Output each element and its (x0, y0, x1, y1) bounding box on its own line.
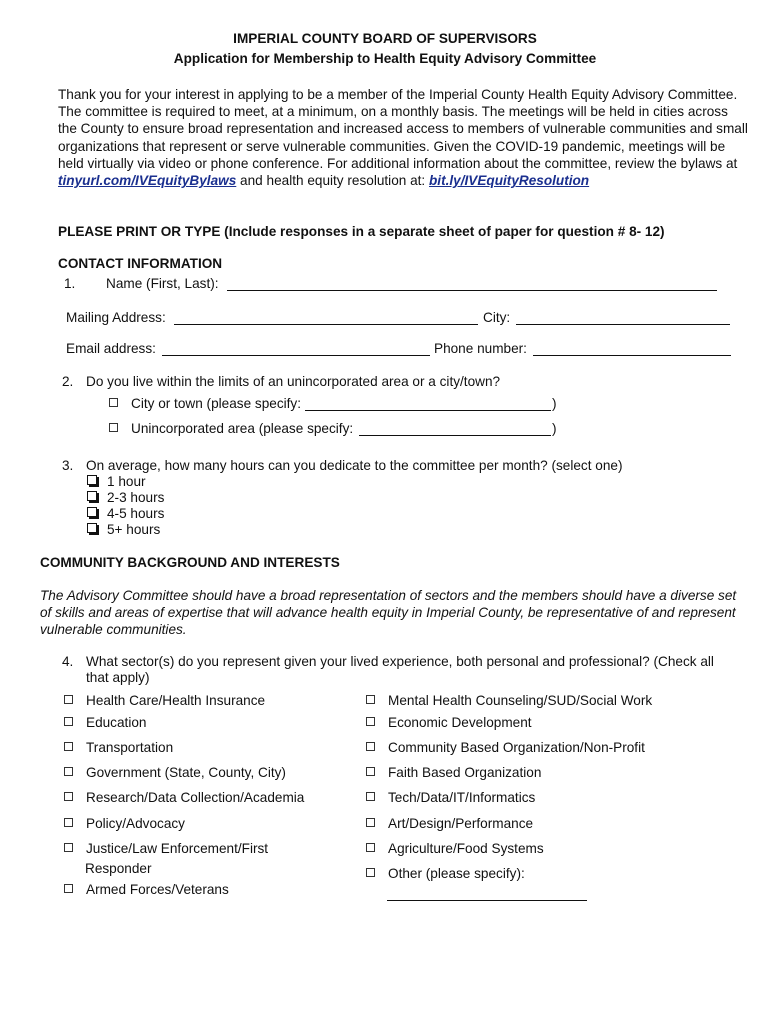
sector-label: Research/Data Collection/Academia (86, 790, 305, 805)
sector-label-continued: Responder (85, 861, 152, 876)
q3-text: On average, how many hours can you dedicate to the committee per month? (select one) (86, 458, 623, 473)
city-label: City: (483, 310, 511, 325)
intro-mid: and health equity resolution at: (236, 173, 429, 189)
sector-checkbox[interactable] (366, 843, 375, 852)
name-label: Name (First, Last): (106, 276, 219, 291)
intro-text: Thank you for your interest in applying to be a member of the Imperial County Health Equity Advisory Committee. The committee is required to meet, at a minimum, on a monthly basis. The meetings will be held in cities across the County to ensure broad representation and increased access to members of vulnerable communities and small organizations that represent or serve vulnerable communities. Given the COVID-19 pandemic, meetings will be held virtually via video or phone conference. For additional information about the committee, review the bylaws at (58, 87, 748, 171)
other-specify-field[interactable] (387, 887, 587, 901)
sector-option (64, 841, 268, 856)
sector-label: Tech/Data/IT/Informatics (388, 790, 536, 805)
sector-checkbox[interactable] (64, 792, 73, 801)
contact-heading: CONTACT INFORMATION (58, 256, 223, 271)
email-field[interactable] (162, 342, 430, 356)
community-heading: COMMUNITY BACKGROUND AND INTERESTS (40, 555, 340, 570)
print-note: PLEASE PRINT OR TYPE (Include responses in a separate sheet of paper for question # 8- 12) (58, 224, 665, 239)
q2-close-1: ) (552, 396, 557, 411)
unincorporated-specify-field[interactable] (359, 422, 551, 436)
sector-checkbox[interactable] (366, 868, 375, 877)
sector-checkbox[interactable] (64, 695, 73, 704)
q2-text: Do you live within the limits of an unincorporated area or a city/town? (86, 374, 501, 389)
sector-label: Armed Forces/Veterans (86, 882, 229, 897)
mailing-address-field[interactable] (174, 311, 478, 325)
sector-option (64, 715, 146, 730)
sector-label: Education (86, 715, 147, 730)
sector-option (366, 841, 544, 856)
sector-checkbox[interactable] (64, 717, 73, 726)
city-specify-field[interactable] (305, 397, 551, 411)
sector-checkbox[interactable] (366, 742, 375, 751)
sector-checkbox[interactable] (366, 818, 375, 827)
sector-label: Mental Health Counseling/SUD/Social Work (388, 693, 653, 708)
q2-close-2: ) (552, 421, 557, 436)
sector-option (366, 715, 532, 730)
sector-option (366, 740, 645, 755)
q2-opt2-label: Unincorporated area (please specify: (131, 421, 354, 436)
bylaws-link[interactable]: tinyurl.com/IVEquityBylaws (58, 173, 237, 189)
q4-text-line2: that apply) (86, 670, 150, 685)
q2-opt1-label: City or town (please specify: (131, 396, 301, 411)
community-statement: The Advisory Committee should have a broad representation of sectors and the members should have a diverse set of skills and areas of expertise that will advance health equity in Imperial County, be representative of and represent vulnerable communities. (40, 588, 737, 638)
sector-option (366, 693, 652, 708)
sector-option (64, 740, 173, 755)
sector-label: Health Care/Health Insurance (86, 693, 266, 708)
phone-label: Phone number: (434, 341, 527, 356)
sector-label: Community Based Organization/Non-Profit (388, 740, 645, 755)
sector-option (366, 765, 541, 780)
q4-number: 4. (62, 654, 74, 669)
sector-label: Transportation (86, 740, 174, 755)
sector-option (64, 882, 229, 897)
q2-option-city (109, 396, 301, 411)
sector-label: Other (please specify): (388, 866, 525, 881)
sector-option (64, 790, 304, 805)
sector-option (64, 765, 286, 780)
sector-checkbox[interactable] (64, 742, 73, 751)
sector-option (366, 790, 535, 805)
q4-text-line1: What sector(s) do you represent given your lived experience, both personal and professional? (Check all (86, 654, 714, 669)
sector-option (366, 866, 525, 881)
sector-checkbox[interactable] (366, 695, 375, 704)
hours-option-2 (87, 490, 164, 505)
sector-label: Policy/Advocacy (86, 816, 185, 831)
phone-field[interactable] (533, 342, 731, 356)
hours-option-3 (87, 506, 164, 521)
sector-label: Economic Development (388, 715, 532, 730)
hours-label: 1 hour (107, 474, 146, 489)
sector-label: Government (State, County, City) (86, 765, 286, 780)
unincorporated-checkbox[interactable] (109, 423, 118, 432)
sector-option (366, 816, 533, 831)
sector-checkbox[interactable] (64, 767, 73, 776)
sector-label: Agriculture/Food Systems (388, 841, 544, 856)
name-field[interactable] (227, 277, 717, 291)
city-field[interactable] (516, 311, 730, 325)
sector-checkbox[interactable] (64, 884, 73, 893)
hours-checkbox[interactable] (87, 475, 97, 485)
resolution-link[interactable]: bit.ly/IVEquityResolution (429, 173, 590, 189)
hours-option-4 (87, 522, 160, 537)
sector-checkbox[interactable] (64, 818, 73, 827)
sector-checkbox[interactable] (366, 717, 375, 726)
hours-label: 5+ hours (107, 522, 161, 537)
sector-label: Justice/Law Enforcement/First (86, 841, 269, 856)
q3-number: 3. (62, 458, 74, 473)
mailing-label: Mailing Address: (66, 310, 166, 325)
org-title: IMPERIAL COUNTY BOARD OF SUPERVISORS (233, 31, 537, 46)
intro-paragraph (58, 86, 748, 189)
city-checkbox[interactable] (109, 398, 118, 407)
hours-label: 2-3 hours (107, 490, 165, 505)
email-label: Email address: (66, 341, 156, 356)
sector-label: Art/Design/Performance (388, 816, 534, 831)
hours-label: 4-5 hours (107, 506, 165, 521)
sector-checkbox[interactable] (366, 767, 375, 776)
hours-option-1 (87, 474, 146, 489)
hours-checkbox[interactable] (87, 523, 97, 533)
sector-label: Faith Based Organization (388, 765, 542, 780)
sector-checkbox[interactable] (64, 843, 73, 852)
sector-option (64, 693, 265, 708)
sector-checkbox[interactable] (366, 792, 375, 801)
q2-number: 2. (62, 374, 74, 389)
hours-checkbox[interactable] (87, 491, 97, 501)
q1-number: 1. (64, 276, 76, 291)
hours-checkbox[interactable] (87, 507, 97, 517)
form-subtitle: Application for Membership to Health Equity Advisory Committee (173, 51, 597, 66)
sector-option (64, 816, 185, 831)
q2-option-unincorporated (109, 421, 353, 436)
